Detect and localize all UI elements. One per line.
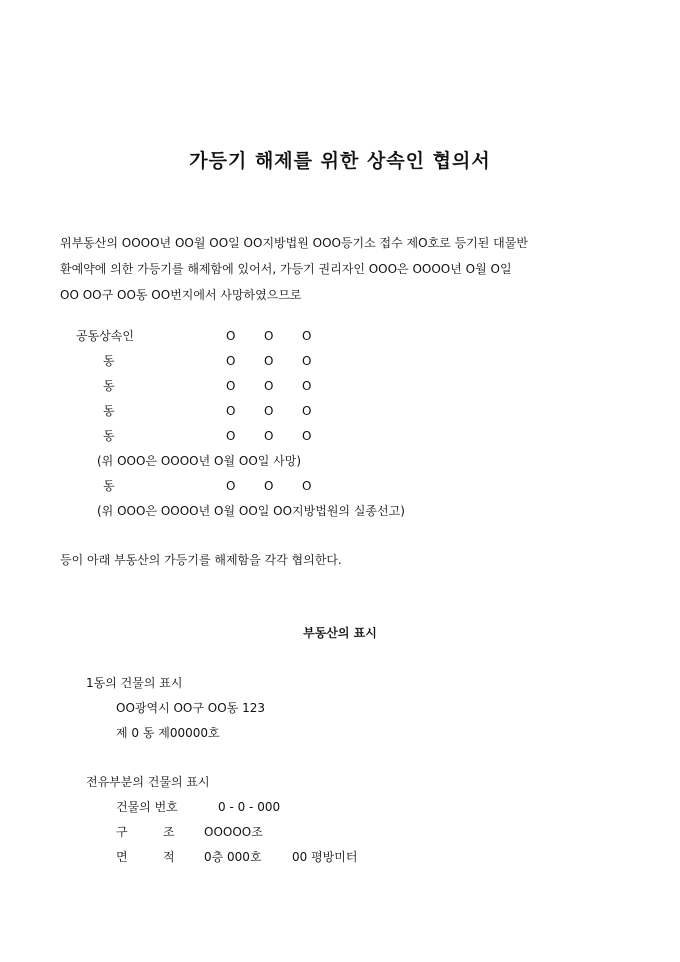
heir-name: O O O xyxy=(226,329,312,343)
area-label-1: 면 xyxy=(116,850,128,864)
heirs-list xyxy=(0,324,680,524)
heir-label: 동 xyxy=(103,354,115,368)
heir-note: (위 OOO은 OOOO년 O월 OO일 사망) xyxy=(97,454,302,468)
intro-line-2: 환예약에 의한 가등기를 해제함에 있어서, 가등기 권리자인 OOO은 OOOO년 O월 O일 xyxy=(60,262,512,276)
unit-number-value: 0 - 0 - 000 xyxy=(218,800,281,814)
intro-line-3: OO OO구 OO동 OO번지에서 사망하였으므로 xyxy=(60,288,302,302)
heir-label: 공동상속인 xyxy=(76,329,134,343)
heir-label: 동 xyxy=(103,404,115,418)
heir-name: O O O xyxy=(226,354,312,368)
building-title: 1동의 건물의 표시 xyxy=(86,676,183,690)
heir-name: O O O xyxy=(226,479,312,493)
property-heading: 부동산의 표시 xyxy=(303,626,377,640)
unit-number-label: 건물의 번호 xyxy=(116,800,178,814)
heir-row xyxy=(0,349,680,374)
area-floor: 0층 000호 xyxy=(204,850,262,864)
heir-note-row xyxy=(0,449,680,474)
heir-row xyxy=(0,399,680,424)
building-number: 제 0 동 제00000호 xyxy=(116,726,220,740)
heir-row xyxy=(0,374,680,399)
heir-label: 동 xyxy=(103,479,115,493)
intro-line-1: 위부동산의 OOOO년 OO월 OO일 OO지방법원 OOO등기소 접수 제O호로 등기된 대물반 xyxy=(60,236,528,250)
intro-paragraph xyxy=(60,230,640,308)
area-label-2: 적 xyxy=(163,850,175,864)
document-title: 가등기 해제를 위한 상속인 협의서 xyxy=(189,150,491,172)
structure-label-1: 구 xyxy=(116,825,128,839)
heir-row xyxy=(0,324,680,349)
unit-title: 전유부분의 건물의 표시 xyxy=(86,775,210,789)
heir-label: 동 xyxy=(103,379,115,393)
heir-note: (위 OOO은 OOOO년 O월 OO일 OO지방법원의 실종선고) xyxy=(97,504,405,518)
heir-note-row xyxy=(0,499,680,524)
building-address: OO광역시 OO구 OO동 123 xyxy=(116,701,265,715)
heir-name: O O O xyxy=(226,404,312,418)
heir-name: O O O xyxy=(226,379,312,393)
heir-row xyxy=(0,424,680,449)
heir-name: O O O xyxy=(226,429,312,443)
closing-sentence: 등이 아래 부동산의 가등기를 해제함을 각각 협의한다. xyxy=(60,553,342,567)
structure-value: OOOOO조 xyxy=(204,825,263,839)
area-value: 00 평방미터 xyxy=(292,850,358,864)
structure-label-2: 조 xyxy=(163,825,175,839)
heir-label: 동 xyxy=(103,429,115,443)
heir-row xyxy=(0,474,680,499)
